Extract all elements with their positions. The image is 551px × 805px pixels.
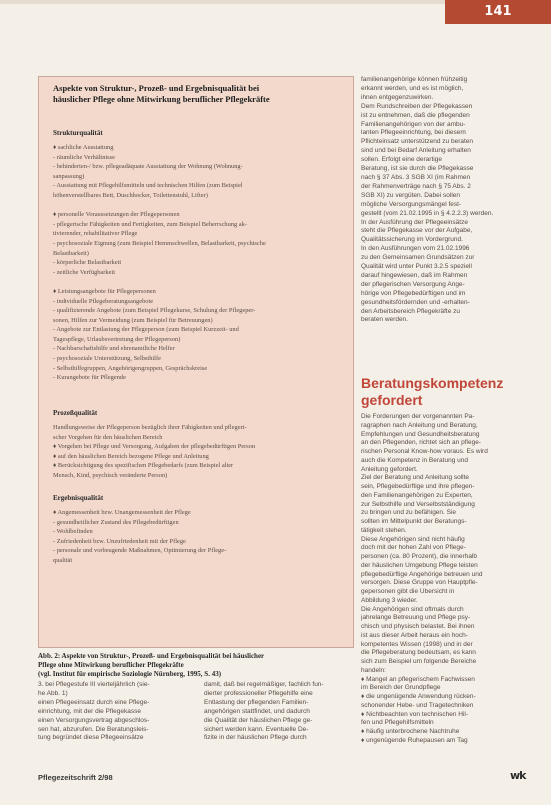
text-line: gepersonen gibt die Übersicht in — [361, 588, 455, 595]
text-line: beraten werden. — [361, 316, 408, 324]
text-line: Diese Angehörigen sind nicht häufig — [361, 535, 465, 543]
caption-line: (vgl. Institut für empirische Soziologie Nürnberg, 1995, S. 43) — [38, 669, 222, 678]
text-line: Handlungsweise der Pflegeperson bezüglich ihrer Fähigkeiten und pflegeri- — [53, 424, 247, 431]
text-line: sich zum Beispiel um folgende Bereiche — [361, 658, 477, 665]
text-line: - Kurangebote für Pflegende — [53, 374, 126, 382]
text-line: rischen Personal Know-how voraus. Es wird — [361, 448, 488, 455]
text-line: Empfehlungen und Gesundheitsberatung — [361, 430, 480, 438]
text-line: - Ausstattung mit Pflegehilfsmitteln und technischen Hilfen (zum Beispiel — [53, 182, 243, 190]
text-line: Die Angehörigen sind oftmals durch — [361, 605, 464, 613]
text-line: Beratung, ist sie durch die Pflegekasse — [361, 165, 474, 173]
text-line: einrichtung, mit der die Pflegekasse — [38, 707, 141, 715]
figure-title-line: häuslicher Pflege ohne Mitwirkung beruflicher Pflegekräfte — [53, 94, 270, 104]
text-line: sichert werden kann. Eventuelle De- — [204, 725, 309, 733]
text-line: Pflichteinsatz unterstützend zu beraten — [361, 138, 474, 146]
text-line: sollten im Mittelpunkt der Beratungs- — [361, 518, 467, 525]
text-line: SGB XI) zu vergüten. Dabei sollen — [361, 191, 460, 199]
section-body-struktur — [53, 143, 345, 383]
text-column-left — [38, 681, 188, 743]
text-line: steht die Pflegekasse vor der Aufgabe, — [361, 227, 473, 235]
text-line: ♦ personelle Voraussetzungen der Pflegepersonen — [53, 211, 180, 219]
text-line: jahrelange Betreuung und Pflege psy- — [361, 614, 471, 622]
text-line: lanten Pflegeeinrichtung, bei diesem — [361, 129, 466, 137]
text-line: ♦ Angemessenheit bzw. Unangemessenheit der Pflege — [53, 509, 191, 516]
text-line — [53, 277, 345, 287]
text-line: pflegebedürftige Angehörige betreuen und — [361, 570, 483, 578]
figure-title — [53, 83, 343, 105]
text-line: ♦ häufig unterbrochene Nachtruhe — [361, 728, 460, 735]
text-line: - psychosoziale Unterstützung, Selbsthilfe — [53, 355, 161, 363]
text-line: - personale und vorbeugende Maßnahmen, Optimierung der Pflege- — [53, 547, 227, 555]
text-line: - Selbsthilfegruppen, Angehörigengruppen, Gesprächskreise — [53, 364, 208, 372]
text-line: - qualifizierende Angebote (zum Beispiel Pflegekurse, Schulung der Pflegeper- — [53, 307, 256, 315]
text-line: zur Selbsthilfe und Verselbstständigung — [361, 500, 475, 508]
text-line: der Rahmenverträge nach § 75 Abs. 2 — [361, 182, 471, 190]
section-body-ergebnis — [53, 508, 345, 566]
text-line: hörige von Pflegebedürftigen und im — [361, 289, 466, 297]
journal-footer: Pflegezeitschrift 2/98 — [38, 773, 113, 782]
text-line: versorgen. Diese Gruppe von Hauptpfle- — [361, 579, 478, 587]
text-line: nach § 37 Abs. 3 SGB XI (im Rahmen — [361, 173, 471, 181]
section-heading — [361, 375, 517, 409]
text-line: fen und Pflegehilfsmitteln — [361, 719, 434, 727]
figure-caption — [38, 652, 354, 678]
text-line: - zeitliche Verfügbarkeit — [53, 268, 115, 276]
text-line: an den Pflegenden, richtet sich an pflege- — [361, 439, 481, 447]
text-line: schonender Hebe- und Tragetechniken — [361, 701, 474, 709]
text-line: Entlastung der pflegenden Familien- — [204, 698, 309, 706]
text-line: sanpassung) — [53, 172, 85, 180]
heading-line: Beratungskompetenz — [361, 375, 504, 391]
text-line: 3. bei Pflegestufe III vierteljährlich (sie- — [38, 681, 150, 688]
text-line: fizite in der häuslichen Pflege durch — [204, 734, 307, 742]
text-column-right-top — [361, 76, 517, 325]
text-line: Ziel der Beratung und Anleitung sollte — [361, 474, 470, 482]
text-line: In den Ausführungen vom 21.02.1996 — [361, 245, 470, 253]
text-line: tung begründet diese Pflegeeinsätze — [38, 734, 144, 742]
text-line: - Angebote zur Entlastung der Pflegeperson (zum Beispiel Kurzzeit- und — [53, 326, 239, 334]
text-line: darauf hingewiesen, daß im Rahmen — [361, 271, 468, 279]
text-line: chisch und physisch belastet. Bei ihnen — [361, 623, 475, 630]
text-line: - pflegerische Fähigkeiten und Fertigkeiten, zum Beispiel Beherrschung ak- — [53, 220, 247, 228]
text-line: zu den Gemeinsamen Grundsätzen zur — [361, 254, 475, 262]
text-line: ragraphen nach Anleitung und Beratung, — [361, 421, 478, 429]
text-line: Familienangehörigen von der ambu- — [361, 120, 466, 128]
text-line: In der Ausführung der Pflegeeinsätze — [361, 218, 468, 226]
text-line: den Arbeitsbereich Pflegekräfte zu — [361, 307, 461, 315]
text-line: - Zufriedenheit bzw. Unzufriedenheit mit der Pflege — [53, 537, 186, 545]
text-line: he Abb. 1) — [38, 689, 68, 697]
text-line: im Bereich der Grundpflege — [361, 684, 441, 692]
text-line: ♦ auf den häuslichen Bereich bezogene Pflege und Anleitung — [53, 452, 209, 460]
text-line: ♦ Berücksichtigung des spezifischen Pflegebedarfs (zum Beispiel alter — [53, 462, 234, 470]
text-line: sollen. Erfolgt eine derartige — [361, 156, 442, 164]
publisher-logo: wk — [510, 769, 526, 782]
text-line: qualität — [53, 556, 73, 564]
text-line: Qualität wird unter Punkt 3.2.5 speziell — [361, 263, 472, 271]
text-line: sonen, Hilfen zur Vermeidung (zum Beispiel für Betreuungen) — [53, 316, 213, 324]
text-line: sein, Pflegebedürftige und ihre pflegen- — [361, 483, 475, 490]
text-line: einen Versorgungsvertrag abgeschlos- — [38, 716, 150, 724]
text-line: der häuslichen Umgebung Pflege leisten — [361, 561, 478, 569]
text-line: ♦ die ungenügende Anwendung rücken- — [361, 693, 476, 700]
text-line: tivierender, rehabilitativer Pflege — [53, 230, 138, 238]
section-title-struktur: Strukturqualität — [53, 129, 103, 137]
text-line: sen hat, abzurufen. Die Beratungsleis- — [38, 725, 149, 733]
text-column-middle — [204, 681, 356, 743]
text-line — [53, 201, 345, 211]
caption-line: Pflege ohne Mitwirkung beruflicher Pflegekräfte — [38, 660, 184, 669]
text-line: der pflegerischen Versorgung Ange- — [361, 280, 465, 288]
text-line: ist aus dieser Arbeit heraus ein hoch- — [361, 631, 468, 639]
figure-title-line: Aspekte von Struktur-, Prozeß- und Ergebnisqualität bei — [53, 83, 260, 93]
text-line: ♦ ungenügende Ruhepausen am Tag — [361, 736, 468, 744]
text-line: kompetentes Wissen (1998) und in der — [361, 640, 473, 648]
text-line: ♦ Nichtbeachten von technischen Hil- — [361, 710, 469, 718]
text-line: handeln: — [361, 666, 386, 674]
page-number: 141 — [445, 0, 551, 24]
text-line: höhenverstellbares Bett, Duschhocker, Toilettenstuhl, Lifter) — [53, 191, 208, 199]
text-line: ♦ Vorgehen bei Pflege und Versorgung, Aufgaben der pflegebedürftigen Person — [53, 443, 256, 451]
text-line: Tagespflege, Urlaubsvertretung der Pflegeperson) — [53, 335, 181, 343]
text-line: zu bringen und zu befähigen. Sie — [361, 509, 457, 517]
text-line: ♦ Leistungsangebote für Pflegepersonen — [53, 287, 156, 295]
text-line: tätigkeit stehen. — [361, 526, 407, 534]
text-line: Dem Rundschreiben der Pflegekassen — [361, 102, 473, 110]
text-line: Belastbarkeit) — [53, 249, 89, 257]
text-line: gesundheitsfördernden und -erhalten- — [361, 298, 470, 306]
text-line: - behinderten-/ bzw. pflegeadäquate Ausstattung der Wohnung (Wohnung- — [53, 163, 243, 171]
text-line: Abbildung 3 wieder. — [361, 596, 418, 604]
text-line: - gesundheitlicher Zustand des Pflegebedürftigen — [53, 518, 179, 526]
text-line: die Qualität der häuslichen Pflege ge- — [204, 716, 313, 724]
text-line: gestellt (vom 21.02.1995 in § 4.2.2.3) werden. — [361, 209, 494, 217]
text-line: - individuelle Pflegeberatungsangebote — [53, 297, 154, 305]
figure-box — [38, 76, 354, 648]
text-line: Die Forderungen der vorgenannten Pa- — [361, 413, 475, 420]
text-line: - räumliche Verhältnisse — [53, 153, 115, 161]
text-line: ♦ sachliche Ausstattung — [53, 144, 114, 151]
text-line: ist zu entnehmen, daß die pflegenden — [361, 111, 470, 119]
text-column-right-bottom — [361, 413, 517, 746]
text-line: - Nachbarschaftshilfe und ehrenamtliche Helfer — [53, 345, 175, 353]
text-line: damit, daß bei regelmäßiger, fachlich fun- — [204, 681, 324, 688]
text-line: - körperliche Belastbarkeit — [53, 259, 122, 267]
section-title-prozess: Prozeßqualität — [53, 409, 98, 417]
section-title-ergebnis: Ergebnisqualität — [53, 494, 104, 502]
text-line: sind und bei Bedarf Anleitung erhalten — [361, 147, 471, 155]
text-line: auch die Kompetenz in Beratung und — [361, 456, 468, 464]
text-line: Qualitätssicherung im Vordergrund. — [361, 236, 463, 244]
caption-line: Abb. 2: Aspekte von Struktur-, Prozeß- und Ergebnisqualität bei häuslicher — [38, 652, 265, 660]
text-line: einen Pflegeeinsatz durch eine Pflege- — [38, 698, 150, 706]
text-line: angehörigen stattfindet, und dadurch — [204, 707, 310, 715]
text-line: scher Vorgehen für den häuslichen Bereich — [53, 433, 163, 441]
text-line: - psychosoziale Eignung (zum Beispiel Hemmschwellen, Belastbarkeit, psychische — [53, 239, 266, 247]
text-line: - Wohlbefinden — [53, 528, 93, 536]
text-line: personen (ca. 80 Prozent), die innerhalb — [361, 553, 477, 560]
section-body-prozess — [53, 423, 345, 481]
text-line: mögliche Versorgungsmängel fest- — [361, 200, 462, 208]
text-line: familienangehörige können frühzeitig — [361, 76, 468, 83]
text-line: erkannt werden, und es ist möglich, — [361, 84, 464, 92]
text-line: ♦ Mangel an pflegerischem Fachwissen — [361, 675, 475, 683]
text-line: ihnen entgegenzuwirken. — [361, 93, 434, 101]
text-line: Anleitung gefordert. — [361, 465, 418, 473]
text-line: den Familienangehörigen zu Experten, — [361, 491, 473, 499]
text-line: dierter professioneller Pflegehilfe eine — [204, 689, 313, 697]
text-line: die Pflegeberatung bedeutsam, es kann — [361, 649, 476, 657]
heading-line: gefordert — [361, 392, 423, 408]
text-line: doch mit der hohen Zahl von Pflege- — [361, 544, 466, 552]
text-line: Mensch, Kind, psychisch veränderte Person) — [53, 471, 168, 479]
